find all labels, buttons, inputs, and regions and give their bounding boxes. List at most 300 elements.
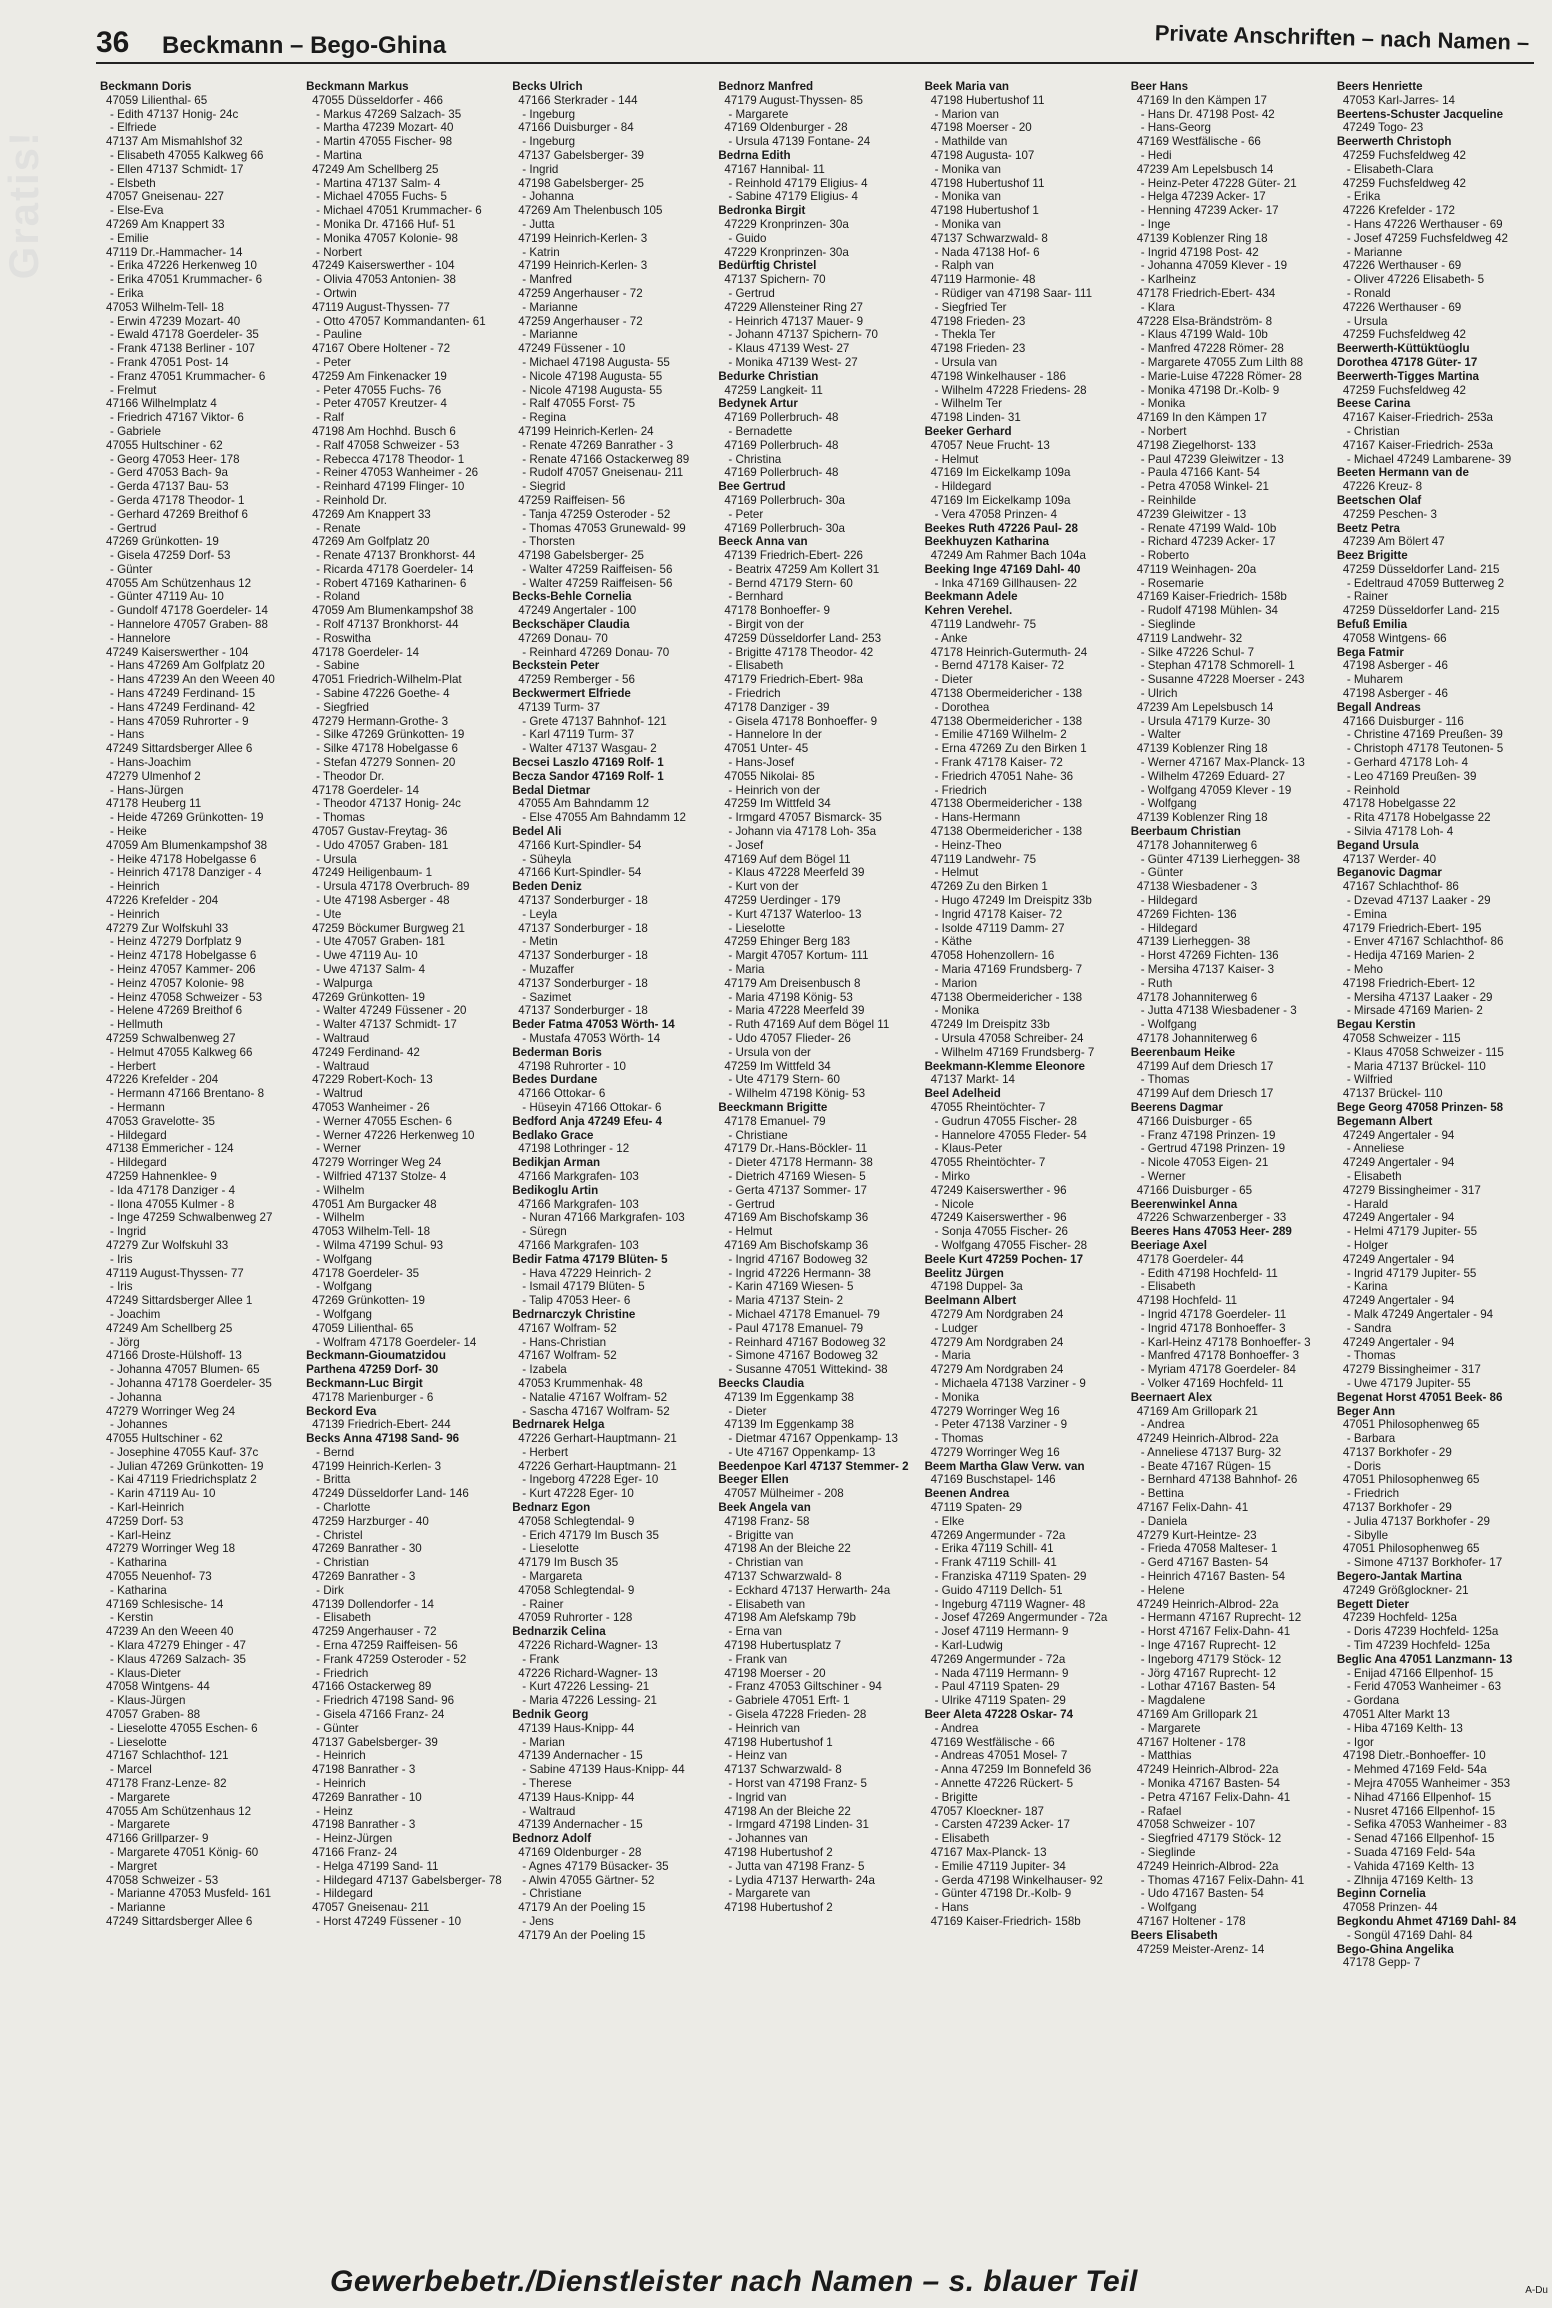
listing-line: Beekes Ruth 47226 Paul- 28	[924, 521, 1078, 535]
listing-line: 47179 An der Poeling 15	[518, 1928, 646, 1942]
listing-line: Beeten Hermann van de	[1336, 466, 1469, 480]
listing-line: 47226 Werthauser - 69	[1342, 259, 1462, 273]
listing-line: - Manfred	[522, 273, 572, 287]
listing-line: 47169 Westfälische - 66	[930, 1735, 1055, 1749]
listing-line: 47119 Dr.-Hammacher- 14	[106, 245, 243, 259]
listing-line: - Georg 47053 Heer- 178	[110, 452, 240, 466]
listing-line: - Rafael	[1140, 1804, 1182, 1818]
listing-line: - Jörg 47167 Ruprecht- 12	[1140, 1666, 1277, 1680]
listing-line: - Iris	[110, 1252, 133, 1266]
listing-line: 47279 Bissingheimer - 317	[1342, 1363, 1481, 1377]
listing-line: - Hannelore 47057 Graben- 88	[110, 618, 268, 632]
listing-line: Beeck Anna van	[718, 535, 808, 549]
listing-line: - Franz 47053 Giltschiner - 94	[728, 1680, 882, 1694]
listing-line: - Hannelore In der	[728, 728, 822, 742]
listing-line: 47178 Marienburger - 6	[312, 1390, 434, 1404]
listing-line: - Margit 47057 Kortum- 111	[728, 949, 869, 963]
listing-line: 47198 Hubertusplatz 7	[724, 1639, 842, 1653]
listing-line: - Lieselotte	[522, 1542, 579, 1556]
listing-line: - Herbert	[110, 1059, 156, 1073]
listing-line: - Gerd 47053 Bach- 9a	[110, 466, 228, 480]
listing-line: - Marion van	[934, 107, 999, 121]
listing-line: - Monika Dr. 47166 Huf- 51	[316, 217, 456, 231]
listing-line: - Heide 47269 Grünkotten- 19	[110, 811, 264, 825]
listing-line: - Wilhelm	[316, 1211, 365, 1225]
listing-line: 47179 Im Busch 35	[518, 1556, 619, 1570]
listing-line: 47137 Sonderburger - 18	[518, 894, 648, 908]
listing-line: 47226 Krefelder - 204	[106, 894, 219, 908]
listing-line: - Petra 47167 Felix-Dahn- 41	[1140, 1790, 1291, 1804]
listing-line: - Hannelore 47055 Fleder- 54	[934, 1128, 1087, 1142]
listing-line: - Peter 47055 Fuchs- 76	[316, 383, 442, 397]
listing-line: 47199 Auf dem Driesch 17	[1136, 1059, 1274, 1073]
listing-line: - Bernadette	[728, 424, 793, 438]
listing-line: - Helmut	[934, 452, 979, 466]
listing-line: 47138 Obermeidericher - 138	[930, 714, 1083, 728]
listing-line: - Monika	[1140, 397, 1186, 411]
listing-line: - Wolfgang 47059 Klever - 19	[1140, 783, 1292, 797]
listing-line: - Guido	[728, 231, 767, 245]
listing-line: - Uwe 47119 Au- 10	[316, 949, 418, 963]
listing-line: - Karl-Heinz 47178 Bonhoeffer- 3	[1140, 1335, 1311, 1349]
listing-line: 47229 Allensteiner Ring 27	[724, 300, 864, 314]
listing-line: - Käthe	[934, 935, 972, 949]
listing-line: Beelmann Albert	[924, 1294, 1017, 1308]
listing-line: Beeking Inge 47169 Dahl- 40	[924, 562, 1081, 576]
listing-line: 47166 Markgrafen- 103	[518, 1169, 639, 1183]
listing-line: 47199 Heinrich-Kerlen- 3	[518, 231, 648, 245]
listing-line: - Senad 47166 Ellpenhof- 15	[1346, 1832, 1495, 1846]
listing-line: 47178 Danziger - 39	[724, 700, 830, 714]
listing-line: - Kurt 47226 Lessing- 21	[522, 1680, 650, 1694]
listing-line: - Klara	[1140, 300, 1175, 314]
listing-line: - Michael 47249 Lambarene- 39	[1346, 452, 1512, 466]
listing-line: Beckmann-Luc Birgit	[306, 1376, 423, 1390]
listing-line: - Brigitte van	[728, 1528, 794, 1542]
listing-line: - Silke 47178 Hobelgasse 6	[316, 742, 458, 756]
listing-line: 47167 Obere Holtener - 72	[312, 342, 451, 356]
listing-line: - Irmgard 47057 Bismarck- 35	[728, 811, 882, 825]
listing-line: - Ellen 47137 Schmidt- 17	[110, 162, 244, 176]
listing-line: Beeckmann Brigitte	[718, 1100, 828, 1114]
listing-line: - Edith 47137 Honig- 24c	[110, 107, 239, 121]
listing-line: Bedrnarczyk Christine	[512, 1307, 636, 1321]
listing-line: - Friedrich 47167 Viktor- 6	[110, 411, 244, 425]
listing-line: 47259 Fuchsfeldweg 42	[1342, 148, 1466, 162]
listing-line: - Hans 47249 Ferdinand- 15	[110, 687, 256, 701]
listing-line: - Margarete	[110, 1790, 170, 1804]
listing-line: 47055 Am Schützenhaus 12	[106, 1804, 252, 1818]
listing-line: - Heinrich 47178 Danziger - 4	[110, 866, 262, 880]
listing-line: - Klaus 47058 Schweizer - 115	[1346, 1045, 1504, 1059]
listing-line: - Franz 47051 Krummacher- 6	[110, 369, 266, 383]
listing-line: 47057 Neue Frucht- 13	[930, 438, 1050, 452]
footer-note: Gewerbebetr./Dienstleister nach Namen – s. blauer Teil	[330, 2265, 1138, 2298]
listing-line: - Josef 47259 Fuchsfeldweg 42	[1346, 231, 1508, 245]
listing-line: - Gerda 47198 Winkelhauser- 92	[934, 1873, 1103, 1887]
listing-line: - Susanne 47051 Wittekind- 38	[728, 1363, 888, 1377]
listing-line: - Andrea	[1140, 1418, 1185, 1432]
listing-line: Beekhuyzen Katharina	[924, 535, 1049, 549]
listing-line: - Ludger	[934, 1321, 978, 1335]
listing-line: 47198 Duppel- 3a	[930, 1280, 1023, 1294]
listing-line: - Gisela 47178 Bonhoeffer- 9	[728, 714, 878, 728]
listing-line: - Mathilde van	[934, 135, 1008, 149]
listing-line: - Henning 47239 Acker- 17	[1140, 204, 1279, 218]
listing-line: - Johannes	[110, 1418, 168, 1432]
listing-line: 47249 Im Dreispitz 33b	[930, 1018, 1050, 1032]
listing-line: - Ursula 47178 Overbruch- 89	[316, 880, 470, 894]
listing-line: Beerwerth Christoph	[1336, 135, 1452, 149]
listing-line: 47198 Am Alefskamp 79b	[724, 1611, 856, 1625]
listing-line: - Thomas 47167 Felix-Dahn- 41	[1140, 1873, 1305, 1887]
listing-line: 47239 Am Lepelsbusch 14	[1136, 700, 1274, 714]
listing-line: 47137 Sonderburger - 18	[518, 1004, 648, 1018]
listing-line: - Günter	[316, 1721, 359, 1735]
listing-line: 47058 Schlegtendal- 9	[518, 1583, 635, 1597]
listing-line: Bedrnarek Helga	[512, 1418, 605, 1432]
listing-line: - Johannes van	[728, 1832, 808, 1846]
listing-line: - Stefan 47279 Sonnen- 20	[316, 756, 456, 770]
listing-line: - Herbert	[522, 1445, 569, 1459]
listing-line: - Werner 47167 Max-Planck- 13	[1140, 756, 1305, 770]
listing-line: 47226 Richard-Wagner- 13	[518, 1639, 658, 1653]
listing-line: - Rudolf 47198 Mühlen- 34	[1140, 604, 1278, 618]
listing-line: 47166 Markgrafen- 103	[518, 1197, 639, 1211]
listing-line: - Bettina	[1140, 1487, 1184, 1501]
listing-line: 47279 Worringer Weg 24	[312, 1156, 442, 1170]
listing-line: 47051 Philosophenweg 65	[1342, 1542, 1480, 1556]
listing-line: 47055 Hultschiner - 62	[106, 438, 223, 452]
listing-line: - Zlhnija 47169 Kelth- 13	[1346, 1873, 1474, 1887]
listing-line: 47058 Wintgens- 44	[106, 1680, 210, 1694]
listing-line: 47166 Duisburger - 116	[1342, 714, 1464, 728]
listing-line: - Dietmar 47167 Oppenkamp- 13	[728, 1432, 898, 1446]
listing-line: 47178 Heinrich-Gutermuth- 24	[930, 645, 1088, 659]
directory-column	[306, 80, 504, 2255]
listing-line: - Markus 47269 Salzach- 35	[316, 107, 462, 121]
listing-line: - Ulrich	[1140, 687, 1178, 701]
listing-line: - Waltrud	[316, 1087, 363, 1101]
listing-line: Beez Brigitte	[1336, 549, 1408, 563]
listing-line: - Frank 47178 Kaiser- 72	[934, 756, 1063, 770]
listing-line: - Wolfgang	[1140, 797, 1197, 811]
listing-line: 47053 Wanheimer - 26	[312, 1100, 430, 1114]
listing-line: - Ingeburg 47119 Wagner- 48	[934, 1597, 1086, 1611]
listing-line: - Günter	[1140, 866, 1184, 880]
listing-line: 47137 Borkhofer - 29	[1342, 1501, 1452, 1515]
listing-line: 47249 Heinrich-Albrod- 22a	[1136, 1432, 1279, 1446]
listing-line: 47137 Sonderburger - 18	[518, 921, 648, 935]
listing-line: 47059 Lilienthal- 65	[312, 1321, 414, 1335]
listing-line: 47279 Zur Wolfskuhl 33	[106, 1238, 229, 1252]
listing-line: Bednarzik Celina	[512, 1625, 606, 1639]
listing-line: - Ingrid	[110, 1225, 147, 1239]
listing-line: 47169 Pollerbruch- 48	[724, 466, 839, 480]
listing-line: - Ursula 47139 Fontane- 24	[728, 135, 871, 149]
listing-line: - Frelmut	[110, 383, 157, 397]
listing-line: - Wilhelm 47169 Frundsberg- 7	[934, 1045, 1095, 1059]
listing-line: 47259 Fuchsfeldweg 42	[1342, 383, 1466, 397]
listing-line: - Lieselotte	[110, 1735, 167, 1749]
listing-line: 47269 Am Knappert 33	[312, 507, 431, 521]
listing-line: Begau Kerstin	[1336, 1018, 1416, 1032]
listing-line: - Helmut	[934, 866, 979, 880]
listing-line: 47198 Frieden- 23	[930, 314, 1026, 328]
listing-line: 47139 Haus-Knipp- 44	[518, 1790, 635, 1804]
listing-line: - Frank 47138 Berliner - 107	[110, 342, 255, 356]
listing-line: - Gertrud	[728, 286, 775, 300]
listing-line: 47259 Langkeit- 11	[724, 383, 823, 397]
listing-line: 47178 Franz-Lenze- 82	[106, 1777, 227, 1791]
listing-line: - Nusret 47166 Ellpenhof- 15	[1346, 1804, 1496, 1818]
listing-line: 47279 Worringer Weg 16	[930, 1404, 1060, 1418]
listing-line: - Frank 47051 Post- 14	[110, 355, 229, 369]
listing-line: - Maria	[728, 963, 765, 976]
listing-line: - Klaus-Peter	[934, 1142, 1003, 1156]
listing-line: - Hans-Christian	[522, 1335, 607, 1349]
listing-line: 47269 Banrather - 10	[312, 1790, 422, 1804]
listing-line: 47179 Friedrich-Ebert- 195	[1342, 921, 1482, 935]
listing-line: 47167 Felix-Dahn- 41	[1136, 1501, 1249, 1515]
listing-line: 47198 Winkelhauser - 186	[930, 369, 1066, 383]
listing-line: - Malk 47249 Angertaler - 94	[1346, 1307, 1494, 1321]
listing-line: 47279 Bissingheimer - 317	[1342, 1183, 1481, 1197]
listing-line: 47249 Angertaler - 94	[1342, 1156, 1455, 1170]
listing-line: - Brigitte	[934, 1790, 978, 1804]
listing-line: - Nicole 47053 Eigen- 21	[1140, 1156, 1269, 1170]
listing-line: Beer Hans	[1130, 80, 1189, 93]
listing-line: Befuß Emilia	[1336, 618, 1408, 632]
listing-line: - Ingrid van	[728, 1790, 787, 1804]
listing-line: - Anneliese	[1346, 1142, 1405, 1156]
listing-line: - Josephine 47055 Kauf- 37c	[110, 1445, 259, 1459]
listing-line: - Frank 47119 Schill- 41	[934, 1556, 1057, 1570]
listing-line: - Heinz van	[728, 1749, 788, 1763]
listing-line: 47269 Donau- 70	[518, 631, 608, 645]
listing-line: 47138 Emmericher - 124	[106, 1142, 234, 1156]
listing-line: - Reiner 47053 Wanheimer - 26	[316, 466, 479, 480]
listing-line: - Ursula 47179 Kurze- 30	[1140, 714, 1271, 728]
listing-line: - Thorsten	[522, 535, 575, 549]
listing-line: 47119 August-Thyssen- 77	[312, 300, 450, 314]
listing-line: - Frank 47259 Osteroder - 52	[316, 1652, 467, 1666]
listing-line: - Heinz 47279 Dorfplatz 9	[110, 935, 242, 949]
listing-line: 47137 Brückel- 110	[1342, 1087, 1443, 1101]
listing-line: - Michael 47051 Krummacher- 6	[316, 204, 482, 218]
listing-line: - Agnes 47179 Büsacker- 35	[522, 1859, 669, 1873]
listing-line: - Magdalene	[1140, 1694, 1206, 1708]
listing-line: Bedikjan Arman	[512, 1156, 601, 1170]
listing-line: - Hans-Joachim	[110, 756, 192, 770]
listing-line: - Gordana	[1346, 1694, 1400, 1708]
listing-line: 47169 Im Eickelkamp 109a	[930, 466, 1071, 480]
listing-line: 47249 Sittardsberger Allee 6	[106, 742, 253, 756]
listing-line: Beelitz Jürgen	[924, 1266, 1004, 1280]
listing-line: - Walter 47249 Füssener - 20	[316, 1004, 467, 1018]
listing-line: 47139 Haus-Knipp- 44	[518, 1721, 635, 1735]
listing-line: - Sascha 47167 Wolfram- 52	[522, 1404, 670, 1418]
listing-line: - Johanna 47059 Klever - 19	[1140, 259, 1288, 273]
listing-line: 47166 Ostackerweg 89	[312, 1680, 432, 1694]
listing-line: - Marianne	[522, 328, 578, 342]
listing-line: - Heinrich	[316, 1749, 366, 1763]
listing-line: - Anneliese 47137 Burg- 32	[1140, 1445, 1282, 1459]
listing-line: Beertens-Schuster Jacqueline	[1336, 107, 1504, 121]
listing-line: Beerwerth-Tigges Martina	[1336, 369, 1480, 383]
listing-line: - Sefika 47053 Wanheimer - 83	[1346, 1818, 1507, 1832]
listing-line: - Sieglinde	[1140, 618, 1196, 632]
listing-line: - Ursula	[1346, 314, 1388, 328]
listing-line: 47169 Pollerbruch- 48	[724, 411, 839, 425]
listing-line: - Frank	[522, 1652, 559, 1666]
listing-line: - Roswitha	[316, 631, 371, 645]
listing-line: 47166 Ottokar- 6	[518, 1087, 606, 1101]
listing-line: - Elisabeth 47055 Kalkweg 66	[110, 148, 264, 162]
listing-line: 47249 Heiligenbaum- 1	[312, 866, 433, 880]
listing-line: - Hildegard	[1140, 894, 1198, 908]
directory-column	[1337, 80, 1535, 2255]
listing-line: - Manfred 47228 Römer- 28	[1140, 342, 1284, 356]
listing-line: 47179 An der Poeling 15	[518, 1901, 646, 1915]
listing-line: - Ruth	[1140, 976, 1173, 990]
listing-line: - Erika 47119 Schill- 41	[934, 1542, 1054, 1556]
listing-line: - Christian	[316, 1556, 369, 1570]
listing-line: 47226 Kreuz- 8	[1342, 480, 1423, 494]
listing-line: - Reinhard 47199 Flinger- 10	[316, 480, 465, 494]
listing-line: - Hüseyin 47166 Ottokar- 6	[522, 1100, 662, 1114]
listing-line: - Suada 47169 Feld- 54a	[1346, 1846, 1476, 1859]
listing-line: - Gerda 47178 Theodor- 1	[110, 493, 245, 507]
listing-line: - Vera 47058 Prinzen- 4	[934, 507, 1058, 521]
listing-line: - Roland	[316, 590, 360, 604]
listing-line: 47167 Holtener - 178	[1136, 1914, 1246, 1928]
listing-line: - Monika 47198 Dr.-Kolb- 9	[1140, 383, 1280, 397]
listing-line: - Wilhelm 47198 König- 53	[728, 1087, 866, 1101]
listing-line: - Wolfgang	[316, 1307, 372, 1321]
listing-line: - Kerstin	[110, 1611, 154, 1625]
listing-line: - Rudolf 47057 Gneisenau- 211	[522, 466, 684, 480]
listing-line: - Sandra	[1346, 1321, 1392, 1335]
listing-line: - Erich 47179 Im Busch 35	[522, 1528, 659, 1542]
listing-line: - Maria 47198 König- 53	[728, 990, 853, 1004]
listing-line: - Friedrich	[1346, 1487, 1400, 1501]
listing-line: - Susanne 47228 Moerser - 243	[1140, 673, 1305, 687]
listing-line: 47178 Johanniterweg 6	[1136, 990, 1258, 1004]
listing-line: - Mersiha 47137 Laaker - 29	[1346, 990, 1493, 1004]
listing-line: - Gabriele	[110, 424, 161, 438]
listing-line: 47229 Kronprinzen- 30a	[724, 245, 849, 259]
listing-line: - Renate 47137 Bronkhorst- 44	[316, 549, 476, 563]
listing-line: - Hans 47226 Werthauser - 69	[1346, 217, 1503, 231]
listing-line: - Ida 47178 Danziger - 4	[110, 1183, 236, 1197]
listing-line: - Tanja 47259 Osteroder - 52	[522, 507, 671, 521]
listing-line: Beerenbaum Heike	[1130, 1045, 1236, 1059]
listing-line: - Emilie 47119 Jupiter- 34	[934, 1859, 1066, 1873]
listing-line: 47198 Gabelsberger- 25	[518, 549, 644, 563]
listing-line: - Emilie	[110, 231, 149, 245]
listing-line: 47279 Hermann-Grothe- 3	[312, 714, 449, 728]
listing-line: 47167 Max-Planck- 13	[930, 1846, 1047, 1859]
listing-line: - Monika 47057 Kolonie- 98	[316, 231, 458, 245]
listing-line: - Ingeborg 47228 Eger- 10	[522, 1473, 659, 1487]
listing-line: - Elisabeth van	[728, 1597, 806, 1611]
listing-line: 47119 Landwehr- 32	[1136, 631, 1243, 645]
listing-line: Bedes Durdane	[512, 1073, 598, 1087]
listing-line: - Reinhold	[1346, 783, 1400, 797]
listing-line: 47139 Dollendorfer - 14	[312, 1597, 434, 1611]
listing-line: - Stephan 47178 Schmorell- 1	[1140, 659, 1295, 673]
listing-line: 47167 Wolfram- 52	[518, 1349, 617, 1363]
listing-line: - Johann 47137 Spichern- 70	[728, 328, 878, 342]
listing-line: - Frieda 47058 Malteser- 1	[1140, 1542, 1278, 1556]
listing-line: - Wolfgang	[1140, 1018, 1197, 1032]
listing-line: 47249 Kaiserswerther - 104	[312, 259, 455, 273]
listing-line: - Klaus 47199 Wald- 10b	[1140, 328, 1268, 342]
listing-line: 47259 Peschen- 3	[1342, 507, 1437, 521]
listing-line: - Nicole 47198 Augusta- 55	[522, 369, 663, 383]
directory-column	[512, 80, 710, 2255]
listing-line: 47178 Emanuel- 79	[724, 1114, 826, 1128]
listing-line: 47259 Im Wittfeld 34	[724, 1059, 831, 1073]
listing-line: 47198 Hubertushof 1	[930, 204, 1039, 218]
listing-line: - Günter 47139 Lierheggen- 38	[1140, 852, 1300, 866]
listing-line: - Klaus 47228 Meerfeld 39	[728, 866, 865, 880]
listing-line: 47249 Angertaler - 94	[1342, 1211, 1455, 1225]
listing-line: - Wilhelm	[316, 1183, 365, 1197]
listing-line: - Else 47055 Am Bahndamm 12	[522, 811, 686, 825]
listing-line: 47198 Hubertushof 2	[724, 1901, 833, 1915]
listing-line: - Wilfried	[1346, 1073, 1393, 1087]
listing-line: Beernaert Alex	[1130, 1390, 1213, 1404]
listing-line: - Ingrid 47167 Bodoweg 32	[728, 1252, 868, 1266]
listing-line: - Helga 47239 Acker- 17	[1140, 190, 1266, 204]
listing-line: 47167 Holtener - 178	[1136, 1735, 1246, 1749]
listing-line: - Hannelore	[110, 631, 171, 645]
listing-line: - Johanna 47178 Goerdeler- 35	[110, 1376, 272, 1390]
listing-line: 47198 Friedrich-Ebert- 12	[1342, 976, 1475, 990]
listing-line: - Guido 47119 Dellch- 51	[934, 1583, 1063, 1597]
listing-line: 47269 Angermunder - 72a	[930, 1652, 1066, 1666]
listing-line: - Klaus-Dieter	[110, 1666, 181, 1680]
listing-line: - Kurt von der	[728, 880, 799, 894]
listing-line: 47119 Harmonie- 48	[930, 273, 1036, 287]
listing-line: - Walter	[1140, 728, 1181, 742]
listing-line: - Paula 47166 Kant- 54	[1140, 466, 1260, 480]
listing-line: Bedal Dietmar	[512, 783, 591, 797]
listing-line: - Siegfried	[316, 700, 369, 714]
listing-line: - Gerda 47137 Bau- 53	[110, 480, 229, 494]
listing-line: - Kai 47119 Friedrichsplatz 2	[110, 1473, 257, 1487]
listing-line: - Johanna 47057 Blumen- 65	[110, 1363, 260, 1377]
listing-line: - Hans 47269 Am Golfplatz 20	[110, 659, 265, 673]
listing-line: - Erika	[1346, 190, 1381, 204]
listing-line: 47198 An der Bleiche 22	[724, 1542, 851, 1556]
listing-line: 47058 Schweizer - 53	[106, 1873, 219, 1887]
listing-line: 47169 In den Kämpen 17	[1136, 411, 1267, 425]
listing-line: 47249 Am Rahmer Bach 104a	[930, 549, 1086, 563]
listing-line: - Walter 47137 Schmidt- 17	[316, 1018, 457, 1032]
listing-line: - Heike 47178 Hobelgasse 6	[110, 852, 257, 866]
listing-line: Bednorz Manfred	[718, 80, 814, 93]
listing-line: Dorothea 47178 Güter- 17	[1336, 355, 1478, 369]
listing-line: - Silke 47269 Grünkotten- 19	[316, 728, 465, 742]
listing-line: - Hans Dr. 47198 Post- 42	[1140, 107, 1275, 121]
listing-line: 47059 Lilienthal- 65	[106, 93, 208, 107]
listing-line: - Bernhard	[728, 590, 784, 604]
listing-line: - Christina	[728, 452, 782, 466]
listing-line: - Jutta 47138 Wiesbadener - 3	[1140, 1004, 1297, 1018]
